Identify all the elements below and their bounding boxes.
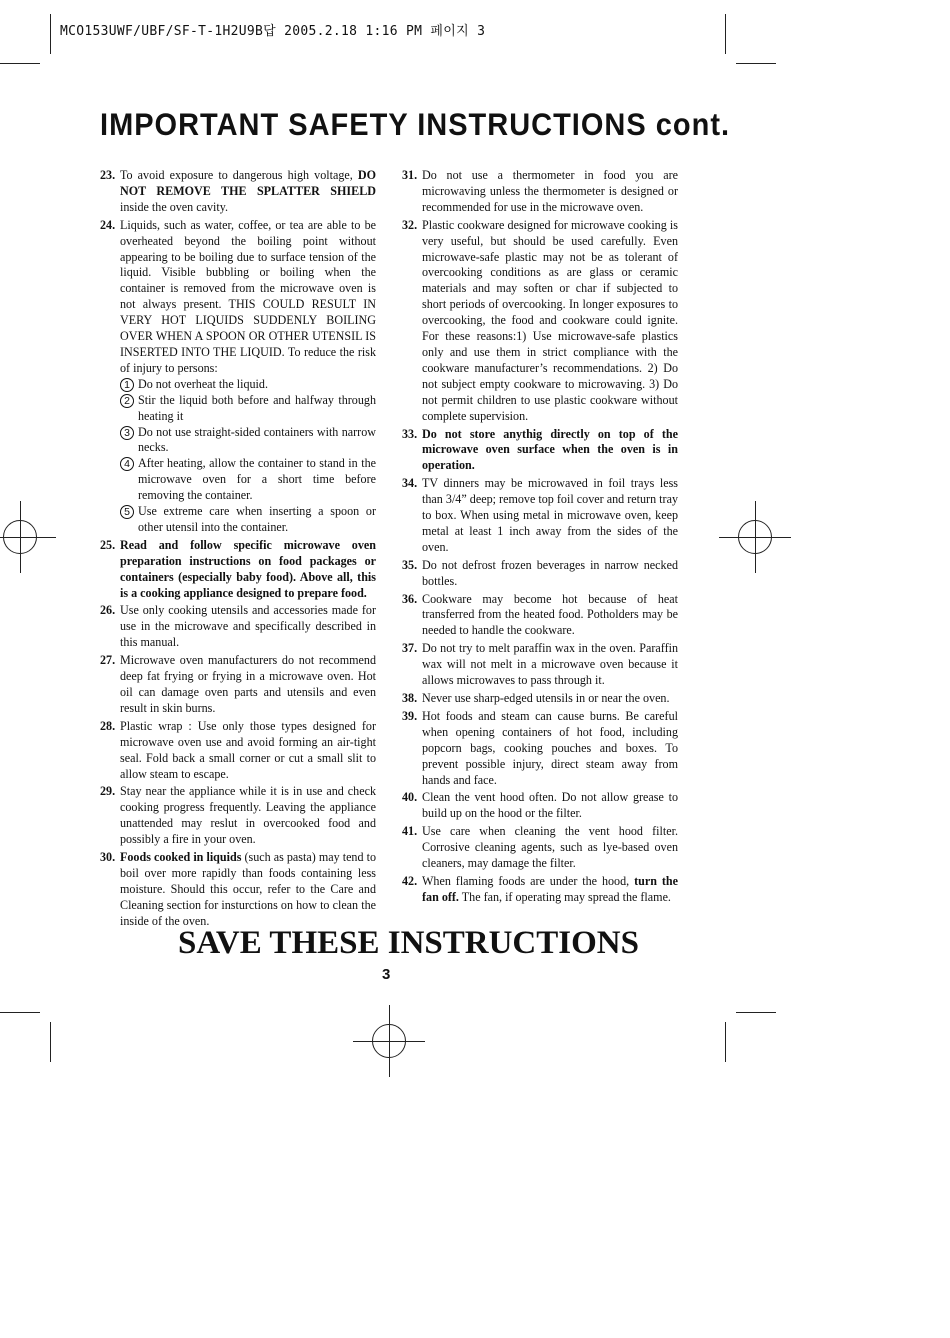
instruction-item <box>402 641 678 689</box>
instruction-item <box>100 538 376 602</box>
item-text: Do not defrost frozen beverages in narrow necked bottles. <box>422 557 678 588</box>
instruction-item <box>100 168 376 216</box>
crop-mark <box>725 1022 726 1062</box>
item-number: 23. <box>100 168 116 182</box>
instruction-item <box>100 784 376 848</box>
circled-number-icon: 1 <box>120 378 134 392</box>
item-number: 30. <box>100 850 116 865</box>
item-number: 37. <box>402 641 418 656</box>
instruction-item <box>100 603 376 651</box>
item-text: Never use sharp-edged utensils in or near the oven. <box>422 691 670 705</box>
crop-mark <box>725 14 726 54</box>
right-column <box>402 168 678 908</box>
instruction-item <box>402 476 678 556</box>
instruction-item <box>402 218 678 425</box>
item-bold-text: DO NOT REMOVE THE SPLATTER SHIELD <box>120 168 376 198</box>
item-number: 27. <box>100 653 116 668</box>
sub-item <box>120 504 376 536</box>
print-header: MCO153UWF/UBF/SF-T-1H2U9B답 2005.2.18 1:16 PM 페이지 3 <box>60 24 486 39</box>
instruction-item <box>402 558 678 590</box>
item-number: 32. <box>402 217 418 232</box>
item-text: Plastic cookware designed for microwave cooking is very useful, but should be used carefully. Even microwave-safe plastic may not be as tolerant of overcooking conditions as are glass or ceramic materials and may soften or char if subjected to short periods of overcooking. In longer exposures to overcooking, the food and cookware could ignite. For these reasons:1) Use microwave-safe plastics only and use them in strict compliance with the cookware manufacturer’s recommendations. 2) Do not subject empty cookware to microwaving. 3) Do not permit children to use plastic cookware without complete supervision. <box>422 217 678 423</box>
item-text: Microwave oven manufacturers do not recommend deep fat frying or frying in a microwave oven. Hot oil can damage oven parts and utensils and even result in skin burns. <box>120 653 376 715</box>
item-text: (such as pasta) may tend to boil over more rapidly than foods containing less moisture. Should this occur, refer to the Care and Cleaning section for insturctions on how to clean the inside of the oven. <box>120 850 376 928</box>
crop-mark <box>736 1012 776 1013</box>
item-text: Liquids, such as water, coffee, or tea are able to be overheated beyond the boiling point without appearing to be boiling due to surface tension of the liquid. Visible bubbling or boiling when the container is removed from the microwave oven is not always present. THIS COULD RESULT IN VERY HOT LIQUIDS SUDDENLY BOILING OVER WHEN A SPOON OR OTHER UTENSIL IS INSERTED INTO THE LIQUID. To reduce the risk of injury to persons: <box>120 217 376 375</box>
registration-mark-icon <box>372 1024 406 1058</box>
item-number: 35. <box>402 557 418 572</box>
item-number: 28. <box>100 718 116 733</box>
item-number: 25. <box>100 537 116 552</box>
crop-mark <box>736 63 776 64</box>
item-number: 40. <box>402 790 418 805</box>
save-instructions-heading: SAVE THESE INSTRUCTIONS <box>178 925 639 961</box>
instruction-item <box>100 719 376 783</box>
crop-mark <box>50 1022 51 1062</box>
item-text: TV dinners may be microwaved in foil trays less than 3/4” deep; remove top foil cover and return tray to box. When using metal in microwave oven, keep metal at least 1 inch away from the sides of the oven. <box>422 476 678 554</box>
circled-number-icon: 5 <box>120 505 134 519</box>
instruction-item <box>402 874 678 906</box>
item-number: 39. <box>402 708 418 723</box>
item-number: 31. <box>402 168 418 182</box>
circled-number-icon: 4 <box>120 457 134 471</box>
item-number: 38. <box>402 691 418 705</box>
item-text: When flaming foods are under the hood, <box>422 873 635 888</box>
page-number: 3 <box>382 966 391 983</box>
item-text: Do not try to melt paraffin wax in the oven. Paraffin wax will not melt in a microwave oven because it allows microwaves to pass through it. <box>422 641 678 688</box>
item-bold-text: Do not store anythig directly on top of the microwave oven surface when the oven is in operation. <box>422 426 678 473</box>
item-text: Use care when cleaning the vent hood filter. Corrosive cleaning agents, such as lye-based oven cleaners, may damage the filter. <box>422 824 678 871</box>
page-title: IMPORTANT SAFETY INSTRUCTIONS cont. <box>100 106 731 142</box>
left-column <box>100 168 376 932</box>
item-number: 29. <box>100 784 116 799</box>
item-text: Do not use a thermometer in food you are microwaving unless the thermometer is designed or recommended for use in the microwave oven. <box>422 168 678 214</box>
sub-item-text: Do not overheat the liquid. <box>138 376 268 391</box>
registration-mark-icon <box>3 520 37 554</box>
registration-mark-icon <box>738 520 772 554</box>
item-number: 42. <box>402 873 418 888</box>
crop-mark <box>50 14 51 54</box>
sub-item-text: Do not use straight-sided containers with narrow necks. <box>138 424 376 455</box>
instruction-item <box>402 168 678 216</box>
sub-item <box>120 425 376 457</box>
instruction-item <box>100 653 376 717</box>
instruction-item <box>100 850 376 930</box>
item-bold-text: turn the fan off. <box>422 873 678 904</box>
instruction-item <box>402 824 678 872</box>
item-text: To avoid exposure to dangerous high voltage, <box>120 168 358 182</box>
crop-mark <box>0 63 40 64</box>
item-text: Plastic wrap : Use only those types designed for microwave oven use and avoid forming an air-tight seal. Fold back a small corner or cut a small slit to allow steam to escape. <box>120 718 376 781</box>
item-number: 33. <box>402 426 418 441</box>
item-text: Cookware may become hot because of heat transferred from the heated food. Potholders may be needed to handle the cookware. <box>422 591 678 638</box>
sub-item <box>120 456 376 504</box>
instruction-item <box>402 427 678 475</box>
instruction-item <box>402 709 678 789</box>
item-number: 34. <box>402 476 418 491</box>
item-text: Clean the vent hood often. Do not allow grease to build up on the hood or the filter. <box>422 790 678 821</box>
sub-item-text: After heating, allow the container to stand in the microwave oven for a short time before removing the container. <box>138 456 376 503</box>
item-number: 24. <box>100 217 116 232</box>
item-text: Use only cooking utensils and accessories made for use in the microwave and specifically described in this manual. <box>120 603 376 650</box>
item-number: 36. <box>402 591 418 606</box>
sub-item <box>120 377 376 393</box>
sub-item-text: Use extreme care when inserting a spoon or other utensil into the container. <box>138 504 376 534</box>
circled-number-icon: 2 <box>120 394 134 408</box>
item-number: 26. <box>100 603 116 618</box>
instruction-item <box>402 592 678 640</box>
item-bold-text: Foods cooked in liquids <box>120 850 242 865</box>
item-text: Hot foods and steam can cause burns. Be careful when opening containers of hot food, including popcorn bags, cooking pouches and boxes. To prevent possible injury, direct steam away from hands and face. <box>422 708 678 787</box>
sub-item <box>120 393 376 425</box>
item-bold-text: Read and follow specific microwave oven preparation instructions on food packages or containers (especially baby food). Above all, this is a cooking appliance designed to prepare food. <box>120 537 376 600</box>
instruction-item <box>100 218 376 536</box>
crop-mark <box>0 1012 40 1013</box>
instruction-item <box>402 691 678 707</box>
sub-item-text: Stir the liquid both before and halfway through heating it <box>138 392 376 423</box>
item-text: Stay near the appliance while it is in use and check cooking progress frequently. Leaving the appliance unattended may reslut in overcooked food and possibly a fire in your oven. <box>120 784 376 847</box>
item-text: inside the oven cavity. <box>120 199 229 214</box>
circled-number-icon: 3 <box>120 426 134 440</box>
instruction-item <box>402 790 678 822</box>
item-number: 41. <box>402 824 418 839</box>
item-text: The fan, if operating may spread the flame. <box>458 889 671 904</box>
